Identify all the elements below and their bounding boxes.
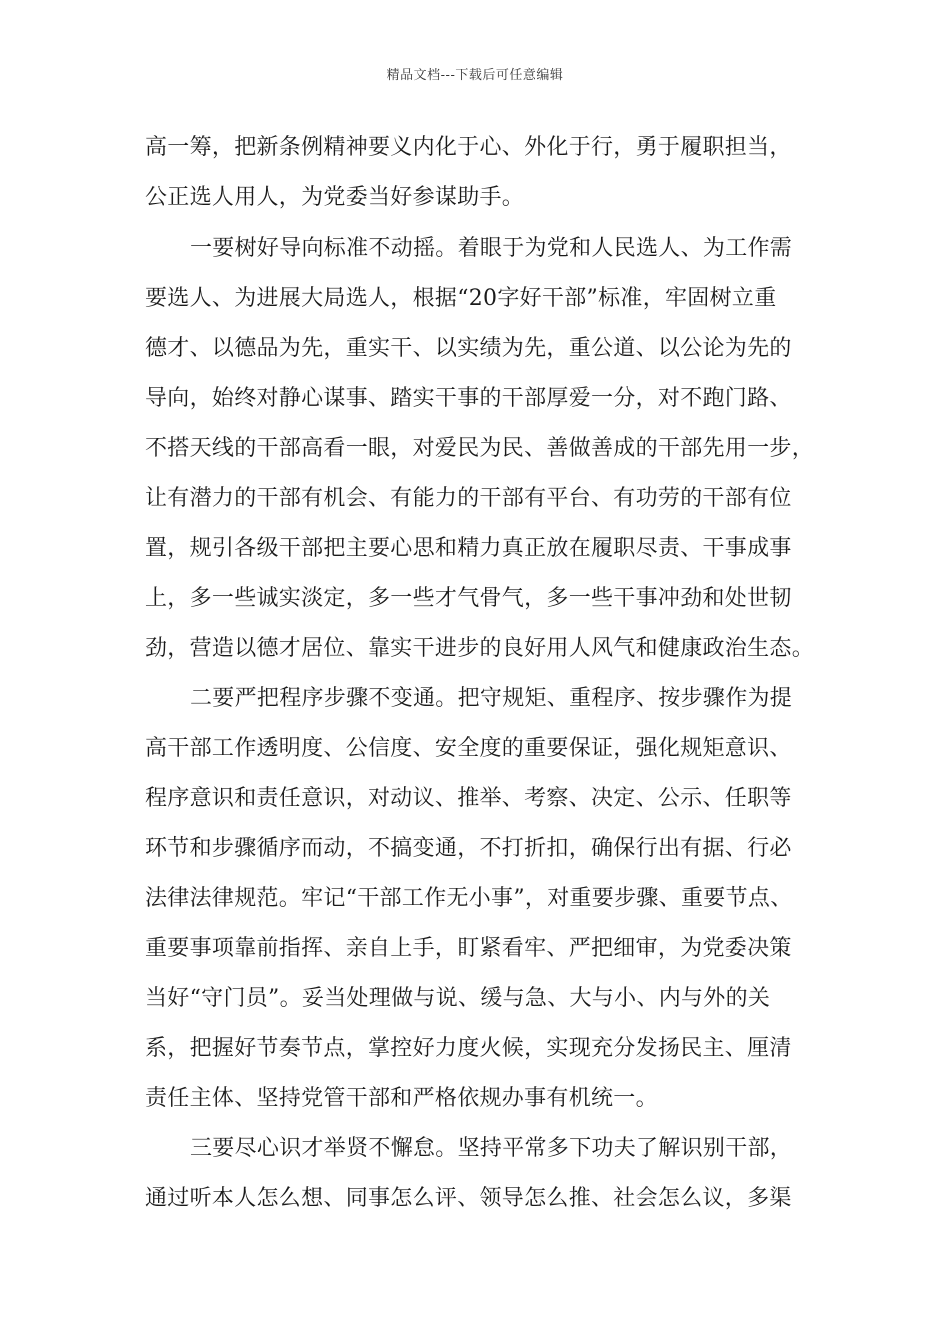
text-line: 不搭天线的干部高看一眼，对爱民为民、善做善成的干部先用一步， [145,436,815,461]
text-line: 德才、以德品为先，重实干、以实绩为先，重公道、以公论为先的 [145,336,792,361]
text-line: 公正选人用人，为党委当好参谋助手。 [145,185,525,210]
paragraph-first-line: 三要尽心识才举贤不懈怠。坚持平常多下功夫了解识别干部， [190,1136,793,1161]
text-line: 责任主体、坚持党管干部和严格依规办事有机统一。 [145,1086,658,1111]
text-line: 劲，营造以德才居位、靠实干进步的良好用人风气和健康政治生态。 [145,636,815,661]
text-line: 导向，始终对静心谋事、踏实干事的干部厚爱一分，对不跑门路、 [145,386,792,411]
text-line: 程序意识和责任意识，对动议、推举、考察、决定、公示、任职等 [145,786,792,811]
paragraph-first-line: 一要树好导向标准不动摇。着眼于为党和人民选人、为工作需 [190,236,793,261]
text-line: 让有潜力的干部有机会、有能力的干部有平台、有功劳的干部有位 [145,486,792,511]
text-line: 重要事项靠前指挥、亲自上手，盯紧看牢、严把细审，为党委决策 [145,936,792,961]
text-line: 法律法律规范。牢记“干部工作无小事”，对重要步骤、重要节点、 [145,886,793,911]
text-line: 系，把握好节奏节点，掌控好力度火候，实现充分发扬民主、厘清 [145,1036,792,1061]
text-line: 环节和步骤循序而动，不搞变通，不打折扣，确保行出有据、行必 [145,836,792,861]
text-line: 高干部工作透明度、公信度、安全度的重要保证，强化规矩意识、 [145,736,792,761]
text-line: 置，规引各级干部把主要心思和精力真正放在履职尽责、干事成事 [145,536,792,561]
paragraph-first-line: 二要严把程序步骤不变通。把守规矩、重程序、按步骤作为提 [190,686,793,711]
text-line: 高一筹，把新条例精神要义内化于心、外化于行，勇于履职担当， [145,135,792,160]
text-line: 通过听本人怎么想、同事怎么评、领导怎么推、社会怎么议，多渠 [145,1186,792,1211]
page-header: 精品文档---下载后可任意编辑 [386,68,564,83]
text-line: 上，多一些诚实淡定，多一些才气骨气，多一些干事冲劲和处世韧 [145,586,792,611]
text-line: 当好“守门员”。妥当处理做与说、缓与急、大与小、内与外的关 [145,986,771,1011]
text-line: 要选人、为进展大局选人，根据“20字好干部”标准，牢固树立重 [145,286,777,311]
